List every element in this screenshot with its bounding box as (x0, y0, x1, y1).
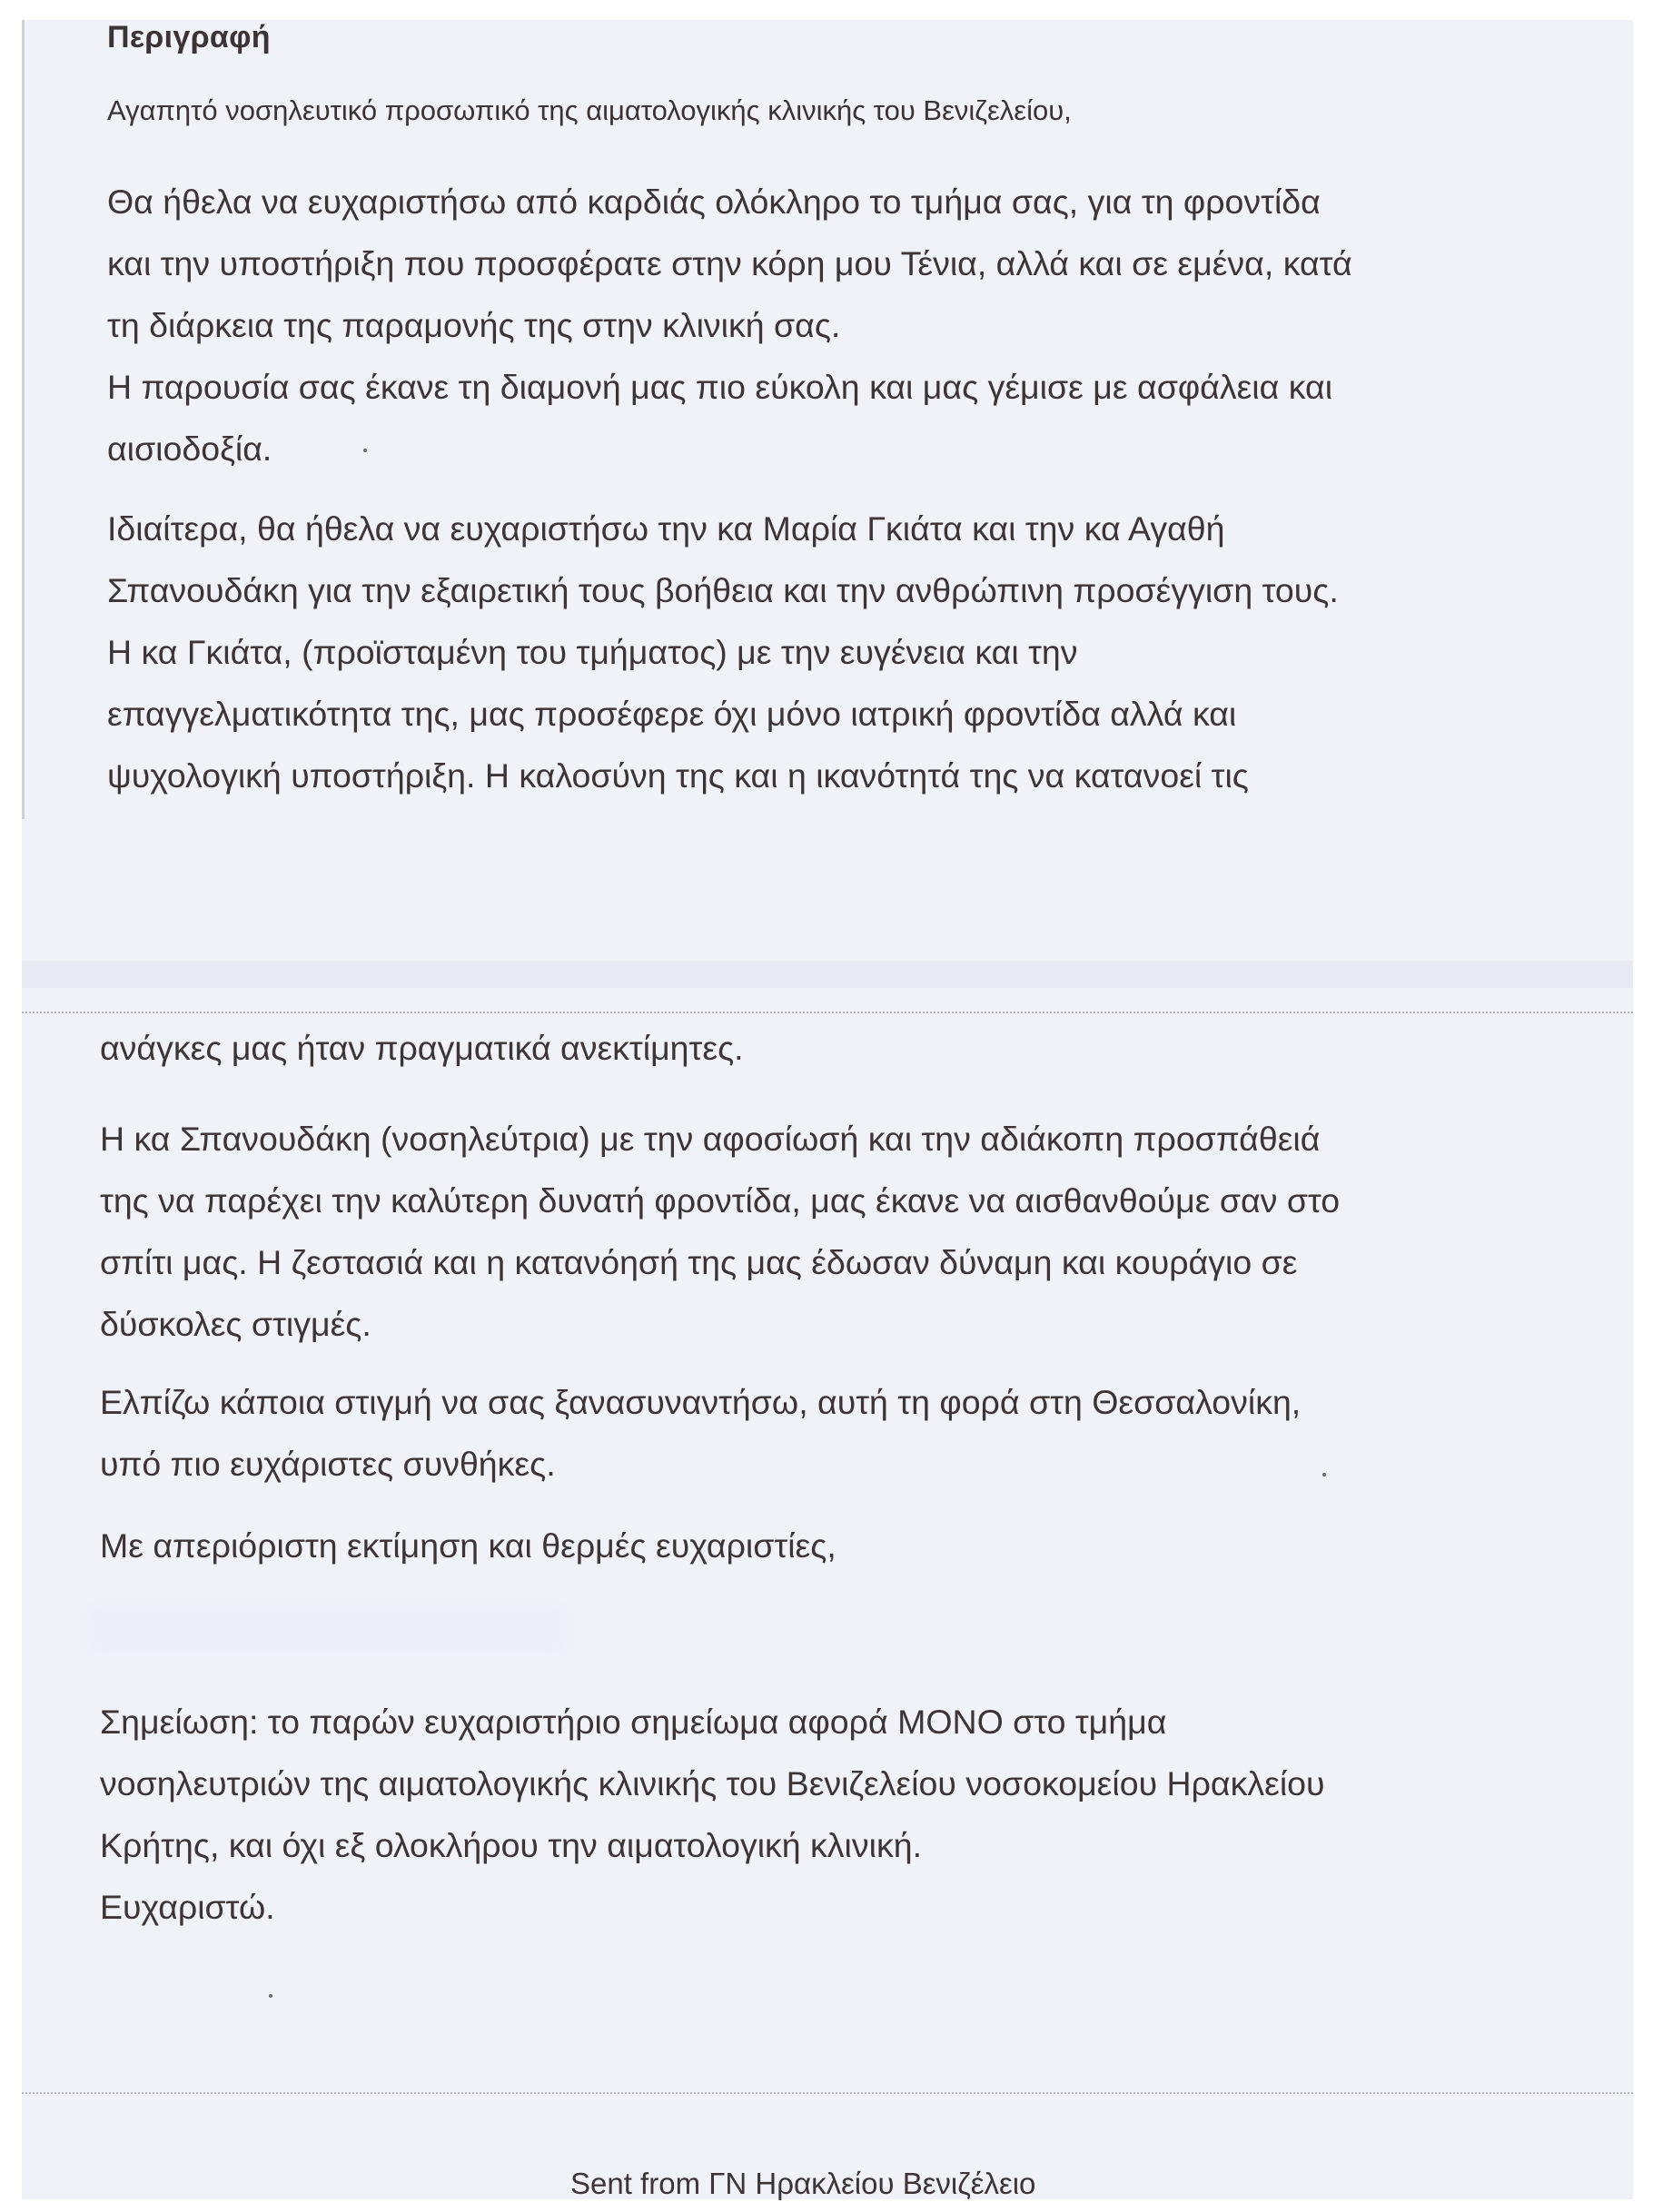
page-break-divider (22, 1012, 1633, 1013)
paragraph-nurse-thanks: Η κα Σπανουδάκη (νοσηλεύτρια) με την αφοσίωσή και την αδιάκοπη προσπάθειά της να παρέχει την καλύτερη δυνατή φροντίδα, μας έκανε να αισθανθούμε σαν στο σπίτι μας. Η ζεστασιά και η κατανόησή της μας έδωσαν δύναμη και κουράγιο σε δύσκολες στιγμές. (100, 1120, 1341, 1343)
paragraph-continuation: ανάγκες μας ήταν πραγματικά ανεκτίμητες. (100, 1029, 744, 1067)
paragraph-closing: Με απεριόριστη εκτίμηση και θερμές ευχαριστίες, (100, 1526, 836, 1565)
fold-shadow (22, 20, 25, 819)
footer-divider (22, 2092, 1633, 2094)
redacted-signature (91, 1609, 563, 1649)
paragraph-thanks: Θα ήθελα να ευχαριστήσω από καρδιάς ολόκληρο το τμήμα σας, για τη φροντίδα και την υποστήριξη που προσφέρατε στην κόρη μου Τένια, αλλά και σε εμένα, κατά τη διάρκεια της παραμονής της στην κλινική σας. Η παρουσία σας έκανε τη διαμονή μας πιο εύκολη και μας γέμισε με ασφάλεια και αισιοδοξία. (107, 183, 1352, 468)
section-heading: Περιγραφή (107, 20, 271, 54)
page-fold (22, 961, 1633, 988)
scan-speck (363, 449, 367, 452)
salutation: Αγαπητό νοσηλευτικό προσωπικό της αιματολογικής κλινικής του Βενιζελείου, (107, 94, 1072, 126)
paragraph-note: Σημείωση: το παρών ευχαριστήριο σημείωμα αφορά ΜΟΝΟ στο τμήμα νοσηλευτριών της αιματολογικής κλινικής του Βενιζελείου νοσοκομείου Ηρακλείου Κρήτης, και όχι εξ ολοκλήρου την αιματολογική κλινική. Ευχαριστώ. (100, 1703, 1325, 1926)
paragraph-special-thanks: Ιδιαίτερα, θα ήθελα να ευχαριστήσω την κα Μαρία Γκιάτα και την κα Αγαθή Σπανουδάκη για την εξαιρετική τους βοήθεια και την ανθρώπινη προσέγγιση τους. Η κα Γκιάτα, (προϊσταμένη του τμήματος) με την ευγένεια και την επαγγελματικότητα της, μας προσέφερε όχι μόνο ιατρική φροντίδα αλλά και ψυχολογική υποστήριξη. Η καλοσύνη της και η ικανότητά της να κατανοεί τις (107, 509, 1339, 795)
paragraph-hope: Ελπίζω κάποια στιγμή να σας ξανασυναντήσω, αυτή τη φορά στη Θεσσαλονίκη, υπό πιο ευχάριστες συνθήκες. (100, 1383, 1302, 1483)
footer-sent-from: Sent from ΓΝ Ηρακλείου Βενιζέλειο (570, 2167, 1036, 2200)
scan-speck (1322, 1473, 1326, 1476)
scan-speck (269, 1994, 272, 1998)
